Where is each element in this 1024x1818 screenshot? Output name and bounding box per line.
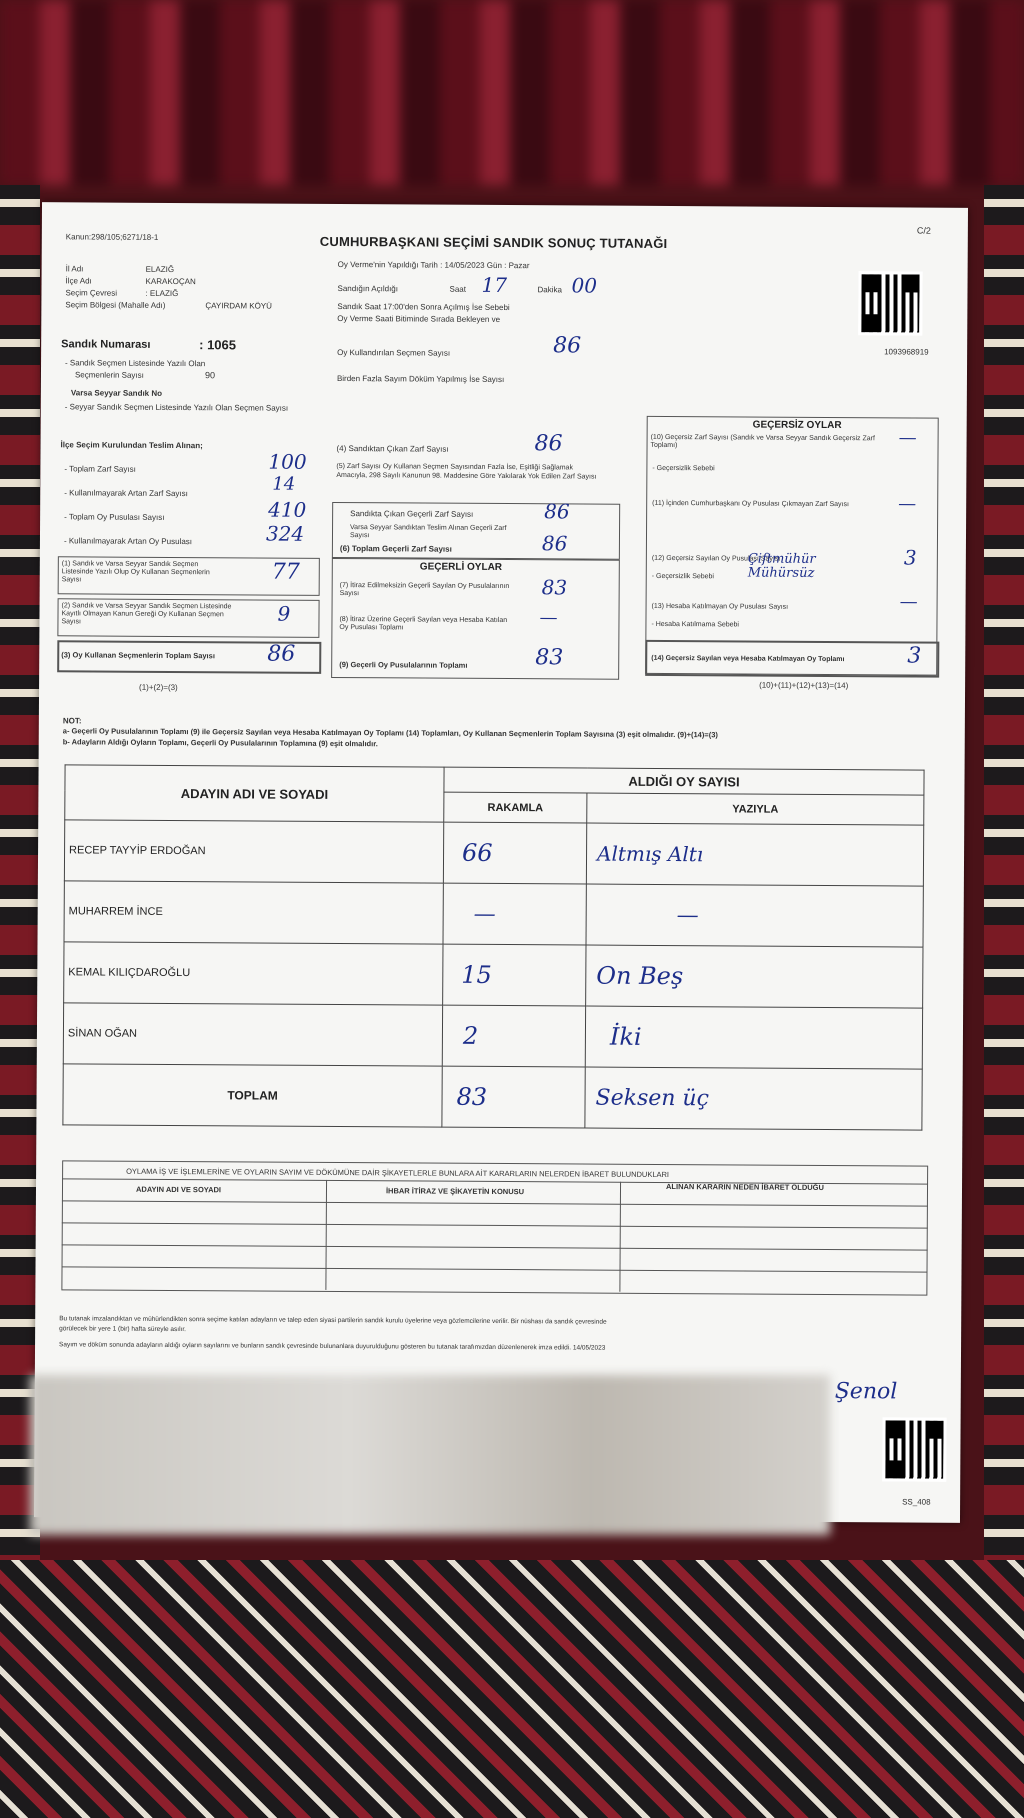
r14-label: (14) Geçersiz Sayılan veya Hesaba Katılmayan Oy Toplamı xyxy=(651,654,845,664)
left-formula: (1)+(2)=(3) xyxy=(139,682,178,693)
col-name-header: ADAYIN ADI VE SOYADI xyxy=(65,765,444,822)
voter-list-label-1: - Sandık Seçmen Listesinde Yazılı Olan xyxy=(65,358,206,369)
note-title: NOT: xyxy=(62,716,82,726)
ballot-box-number: : 1065 xyxy=(199,337,237,353)
candidate-name: MUHARREM İNCE xyxy=(64,881,443,944)
candidate-digits: — xyxy=(443,883,586,945)
ballot-box-number-label: Sandık Numarası xyxy=(61,338,151,351)
dakika-label: Dakika xyxy=(537,285,562,295)
complaints-col2: İHBAR İTİRAZ VE ŞİKAYETİN KONUSU xyxy=(385,1186,525,1197)
box-2-label: (2) Sandık ve Varsa Seyyar Sandık Seçmen Listesinde Kayıtlı Olmayan Kanun Gereği Oy Kullanan Seçmen Sayısı xyxy=(61,602,232,626)
r10-label: (10) Geçersiz Zarf Sayısı (Sandık ve Varsa Seyyar Sandık Geçersiz Zarf Toplamı) xyxy=(650,433,875,450)
cevre-label: Seçim Çevresi xyxy=(65,288,118,298)
results-table xyxy=(62,764,924,1130)
r12-label: (12) Geçersiz Sayılan Oy Pusulası Sayısı xyxy=(651,554,781,563)
candidate-words: İki xyxy=(585,1006,922,1069)
complaints-col3: ALINAN KARARIN NEDEN İBARET OLDUĞU xyxy=(665,1182,824,1192)
recount-label: Birden Fazla Sayım Döküm Yapılmış İse Sayısı xyxy=(336,373,505,385)
qr-code-bottom xyxy=(882,1417,946,1481)
table-row xyxy=(64,881,923,947)
doc-code: SS_408 xyxy=(902,1497,931,1507)
footer-line-3: Sayım ve döküm sonunda adayların aldığı oyların sayılarını ve bunların sandık çevresinde bulunanlara duyurulduğunu gösteren bu tutanak tarafımızdan düzenlenerek imza edildi. 14/05/2023 xyxy=(59,1341,606,1352)
bolge-value: ÇAYIRDAM KÖYÜ xyxy=(205,301,272,311)
box-3-label: (3) Oy Kullanan Seçmenlerin Toplam Sayısı xyxy=(61,650,215,661)
r8-label: (8) İtiraz Üzerine Geçerli Sayılan veya Hesaba Katılan Oy Pusulası Toplamı xyxy=(339,616,508,632)
invalid-votes-box xyxy=(645,416,939,676)
saat-value: 17 xyxy=(481,272,508,298)
r12-sub: - Geçersizlik Sebebi xyxy=(651,572,715,581)
waiting-voters-label: Oy Kullandırılan Seçmen Sayısı xyxy=(337,347,451,358)
candidate-digits: 66 xyxy=(443,822,586,884)
voter-list-label-2: Seçmenlerin Sayısı xyxy=(74,370,144,380)
footer-line-1: Bu tutanak imzalandıktan ve mühürlendikten sonra seçime katılan adayların ve talep eden siyasi partilerin sandık kurulu üyelerine veya gözlemcilerine verilir. Bir nüshası da sandık çevresinde xyxy=(59,1315,607,1326)
note-b: b- Adayların Aldığı Oyların Toplamı, Geçerli Oy Pusulalarının Toplamına (9) eşit olmalıdır. xyxy=(62,737,378,749)
mobile-envelope-label: Varsa Seyyar Sandıktan Teslim Alınan Geçerli Zarf Sayısı xyxy=(349,524,507,540)
left-row-label: - Kullanılmayarak Artan Zarf Sayısı xyxy=(64,488,188,499)
right-formula: (10)+(11)+(12)+(13)=(14) xyxy=(759,680,849,691)
candidate-name: KEMAL KILIÇDAROĞLU xyxy=(64,942,443,1005)
valid-votes-heading: GEÇERLİ OYLAR xyxy=(419,561,503,574)
acilis-label: Sandığın Açıldığı xyxy=(337,283,399,294)
total-label: TOPLAM xyxy=(63,1064,442,1127)
col-words-header: YAZIYLA xyxy=(587,793,924,825)
r9-value: 83 xyxy=(535,645,564,671)
opening-note-2: Oy Verme Saati Bitiminde Sırada Bekleyen ve xyxy=(337,313,501,324)
table-row-total xyxy=(63,1064,922,1130)
r11-value: — xyxy=(898,493,917,515)
il-value: ELAZIĞ xyxy=(145,264,175,274)
r9-label: (9) Geçerli Oy Pusulalarının Toplamı xyxy=(339,660,468,670)
background-carpet-top xyxy=(0,0,1024,185)
r8-value: — xyxy=(539,607,558,629)
valid-envelope-value: 86 xyxy=(544,499,570,524)
tally-sheet-paper xyxy=(34,202,968,1523)
total-words: Seksen üç xyxy=(585,1067,922,1130)
candidate-words: On Beş xyxy=(586,945,923,1008)
r13-sub: - Hesaba Katılmama Sebebi xyxy=(651,620,740,629)
opening-note-1: Sandık Saat 17:00'den Sonra Açılmış İse Sebebi xyxy=(337,301,510,313)
candidate-digits: 15 xyxy=(443,944,586,1006)
dakika-value: 00 xyxy=(571,273,598,298)
mobile-list-label: - Seyyar Sandık Seçmen Listesinde Yazılı Olan Seçmen Sayısı xyxy=(64,402,289,413)
left-row-value: 324 xyxy=(265,521,305,546)
received-heading: İlçe Seçim Kurulundan Teslim Alınan; xyxy=(60,440,203,451)
total-digits: 83 xyxy=(442,1066,585,1128)
candidate-words: — xyxy=(586,884,923,947)
note-a: a- Geçerli Oy Pusulalarının Toplamı (9) ile Geçersiz Sayılan veya Hesaba Katılmayan Oy Toplamı (14) Toplamları, Oy Kullanan Seçmenlerin Toplam Sayısına (3) eşit olmalıdır. (9)+(14)=(3) xyxy=(62,726,718,740)
r13-value: — xyxy=(899,591,918,613)
document-title: CUMHURBAŞKANI SEÇİMİ SANDIK SONUÇ TUTANAĞI xyxy=(319,233,668,252)
valid-envelope-label: Sandıkta Çıkan Geçerli Zarf Sayısı xyxy=(350,509,474,519)
r7-value: 83 xyxy=(541,575,568,600)
saat-label: Saat xyxy=(449,284,466,294)
r12-reason: Çiftmühür Mühürsüz xyxy=(747,551,816,581)
left-row-label: - Toplam Oy Pusulası Sayısı xyxy=(64,512,165,522)
il-label: İl Adı xyxy=(65,264,84,274)
box-1-value: 77 xyxy=(271,559,300,585)
r7-label: (7) İtiraz Edilmeksizin Geçerli Sayılan Oy Pusulalarının Sayısı xyxy=(339,582,510,598)
box-3-value: 86 xyxy=(267,641,296,667)
r4-value: 86 xyxy=(534,431,563,457)
candidate-digits: 2 xyxy=(442,1005,585,1067)
candidate-name: RECEP TAYYİP ERDOĞAN xyxy=(64,820,443,883)
r6-label: (6) Toplam Geçerli Zarf Sayısı xyxy=(339,544,452,554)
left-row-value: 100 xyxy=(268,449,307,474)
r4-label: (4) Sandıktan Çıkan Zarf Sayısı xyxy=(336,443,449,454)
signature: Şenol xyxy=(834,1379,898,1405)
blurred-signature-area xyxy=(30,1375,830,1535)
r13-label: (13) Hesaba Katılmayan Oy Pusulası Sayısı xyxy=(651,602,789,611)
complaints-heading: OYLAMA İŞ VE İŞLEMLERİNE VE OYLARIN SAYIM VE DÖKÜMÜNE DAİR ŞİKAYETLERLE BUNLARA AİT KARARLARIN NELERDEN İBARET BULUNDUKLARI xyxy=(126,1166,670,1180)
mobile-box-label: Varsa Seyyar Sandık No xyxy=(70,388,163,398)
r11-label: (11) İçinden Cumhurbaşkanı Oy Pusulası Çıkmayan Zarf Sayısı xyxy=(652,499,849,509)
cevre-value: : ELAZIĞ xyxy=(145,288,179,299)
r12-value: 3 xyxy=(903,545,917,570)
background-carpet-right xyxy=(984,185,1024,1585)
complaints-col1: ADAYIN ADI VE SOYADI xyxy=(135,1184,222,1195)
left-row-label: - Kullanılmayarak Artan Oy Pusulası xyxy=(63,536,193,547)
waiting-voters-value: 86 xyxy=(553,333,582,359)
table-row xyxy=(63,1003,922,1069)
form-code: C/2 xyxy=(916,225,931,236)
qr-code-top xyxy=(858,271,922,335)
table-row xyxy=(64,820,923,886)
law-reference: Kanun:298/105;6271/18-1 xyxy=(65,232,159,242)
invalid-votes-heading: GEÇERSİZ OYLAR xyxy=(752,419,842,432)
bolge-label: Seçim Bölgesi (Mahalle Adı) xyxy=(65,300,166,310)
footer-line-2: görülecek bir yere 1 (bir) hafta süreyle asılır. xyxy=(59,1325,186,1334)
ilce-value: KARAKOÇAN xyxy=(145,276,196,287)
r10-value: — xyxy=(898,427,917,449)
serial-number: 1093968919 xyxy=(884,347,929,357)
candidate-name: SİNAN OĞAN xyxy=(63,1003,442,1066)
box-2-value: 9 xyxy=(277,601,291,626)
background-carpet-bottom xyxy=(0,1560,1024,1818)
r5-label: (5) Zarf Sayısı Oy Kullanan Seçmen Sayısından Fazla İse, Eşitliği Sağlamak Amacıyla, 298 Sayılı Kanunun 98. Maddesine Göre Yakılarak Yok Edilen Zarf Sayısı xyxy=(336,462,597,481)
vote-date: Oy Verme'nin Yapıldığı Tarih : 14/05/2023 Gün : Pazar xyxy=(337,259,530,271)
r10-sub: - Geçersizlik Sebebi xyxy=(652,464,715,473)
col-votes-header: ALDIĞI OY SAYISI xyxy=(444,767,924,795)
table-row xyxy=(64,942,923,1008)
r6-value: 86 xyxy=(541,531,568,556)
candidate-words: Altmış Altı xyxy=(586,823,923,886)
col-digits-header: RAKAMLA xyxy=(444,793,587,823)
box-1-label: (1) Sandık ve Varsa Seyyar Sandık Seçmen Listesinde Yazılı Olup Oy Kullanan Seçmenlerin Sayısı xyxy=(61,560,210,584)
left-row-value: 410 xyxy=(268,497,307,522)
voter-list-count: 90 xyxy=(204,370,216,381)
left-row-value: 14 xyxy=(272,473,296,495)
left-row-label: - Toplam Zarf Sayısı xyxy=(64,464,136,474)
ilce-label: İlçe Adı xyxy=(65,276,92,286)
r14-value: 3 xyxy=(907,643,922,669)
